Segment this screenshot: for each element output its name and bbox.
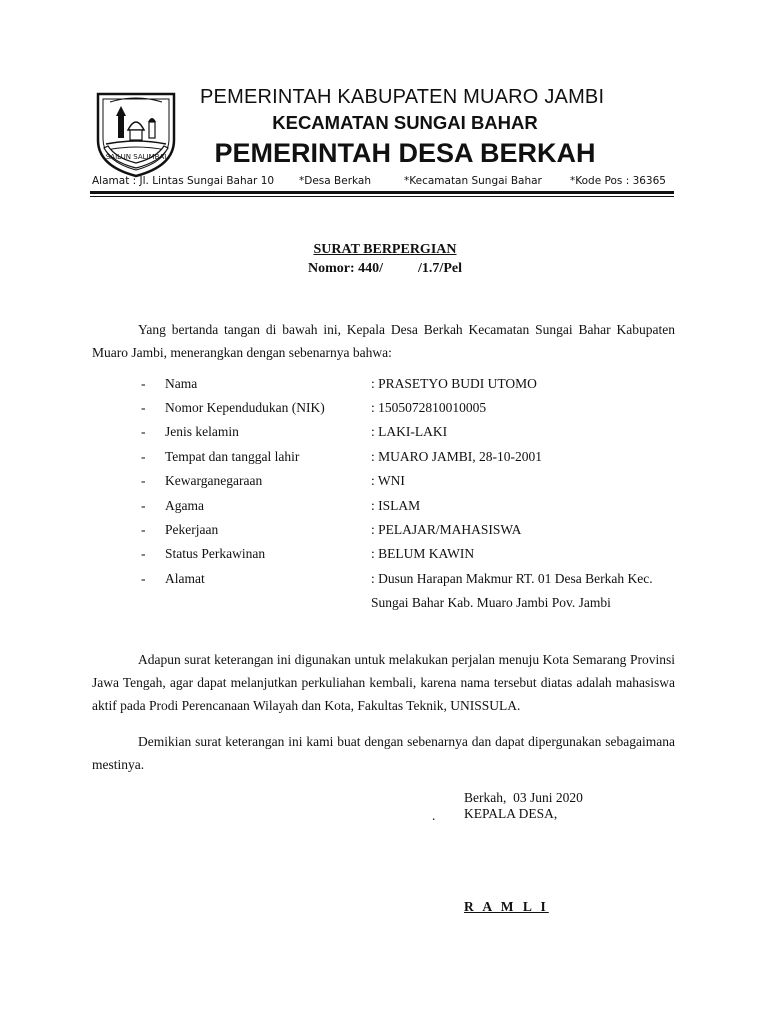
field-value: : Dusun Harapan Makmur RT. 01 Desa Berkah Kec.: [371, 571, 653, 586]
regency-emblem-logo: [92, 88, 180, 178]
field-value: : ISLAM: [371, 498, 421, 513]
field-row-occupation: [0, 522, 768, 546]
field-row-marital-status: [0, 546, 768, 570]
letter-number: Nomor: 440/ /1.7/Pel: [308, 261, 462, 276]
letter-title: SURAT BERPERGIAN: [313, 242, 457, 257]
field-label: Pekerjaan: [165, 522, 219, 537]
stray-mark: .: [432, 808, 436, 823]
field-value: : 1505072810010005: [371, 400, 487, 415]
field-row-address: [0, 571, 768, 619]
field-row-citizenship: [0, 473, 768, 497]
field-bullet: -: [141, 376, 146, 391]
field-label: Nomor Kependudukan (NIK): [165, 400, 325, 415]
field-value: : LAKI-LAKI: [371, 424, 448, 439]
emblem-motto: SAILUN SALIMBAI: [105, 153, 167, 161]
signatory-position: KEPALA DESA,: [464, 806, 558, 821]
district-heading: KECAMATAN SUNGAI BAHAR: [272, 112, 538, 133]
field-label: Status Perkawinan: [165, 546, 266, 561]
signatory-name: R A M L I: [464, 899, 549, 914]
field-row-nik: [0, 400, 768, 424]
address-postal-code: *Kode Pos : 36365: [570, 175, 666, 187]
field-row-name: [0, 376, 768, 400]
address-village: *Desa Berkah: [299, 175, 372, 187]
field-row-gender: [0, 424, 768, 448]
field-value-continued: Sungai Bahar Kab. Muaro Jambi Pov. Jambi: [371, 595, 611, 610]
field-bullet: -: [141, 546, 146, 561]
field-bullet: -: [141, 498, 146, 513]
field-label: Jenis kelamin: [165, 424, 239, 439]
field-bullet: -: [141, 424, 146, 439]
opening-paragraph: Yang bertanda tangan di bawah ini, Kepala Desa Berkah Kecamatan Sungai Bahar Kabupaten Muaro Jambi, menerangkan dengan sebenarnya bahwa:: [92, 322, 675, 360]
letterhead-rule-thin: [90, 196, 674, 197]
field-bullet: -: [141, 449, 146, 464]
field-row-religion: [0, 498, 768, 522]
place-and-date: Berkah, 03 Juni 2020: [464, 790, 583, 805]
field-value: : PRASETYO BUDI UTOMO: [371, 376, 537, 391]
field-bullet: -: [141, 473, 146, 488]
field-row-birth: [0, 449, 768, 473]
field-value: : WNI: [371, 473, 405, 488]
field-label: Kewarganegaraan: [165, 473, 263, 488]
letterhead-rule-thick: [90, 191, 674, 194]
purpose-paragraph: Adapun surat keterangan ini digunakan untuk melakukan perjalan menuju Kota Semarang Provinsi Jawa Tengah, agar dapat melanjutkan perkuliahan kembali, karena nama tersebut diatas adalah mahasiswa aktif pada Prodi Perencanaan Wilayah dan Kota, Fakultas Teknik, UNISSULA.: [92, 652, 675, 713]
address-street: Alamat : Jl. Lintas Sungai Bahar 10: [92, 175, 275, 187]
field-label: Tempat dan tanggal lahir: [165, 449, 300, 464]
field-value: : MUARO JAMBI, 28-10-2001: [371, 449, 543, 464]
village-heading: PEMERINTAH DESA BERKAH: [214, 138, 596, 168]
field-label: Agama: [165, 498, 204, 513]
field-value: : PELAJAR/MAHASISWA: [371, 522, 522, 537]
field-bullet: -: [141, 522, 146, 537]
regency-heading: PEMERINTAH KABUPATEN MUARO JAMBI: [200, 86, 605, 108]
field-label: Nama: [165, 376, 198, 391]
closing-paragraph: Demikian surat keterangan ini kami buat dengan sebenarnya dan dapat dipergunakan sebagaimana mestinya.: [92, 734, 675, 772]
field-bullet: -: [141, 400, 146, 415]
address-district: *Kecamatan Sungai Bahar: [404, 175, 542, 187]
field-label: Alamat: [165, 571, 205, 586]
field-bullet: -: [141, 571, 146, 586]
field-value: : BELUM KAWIN: [371, 546, 475, 561]
